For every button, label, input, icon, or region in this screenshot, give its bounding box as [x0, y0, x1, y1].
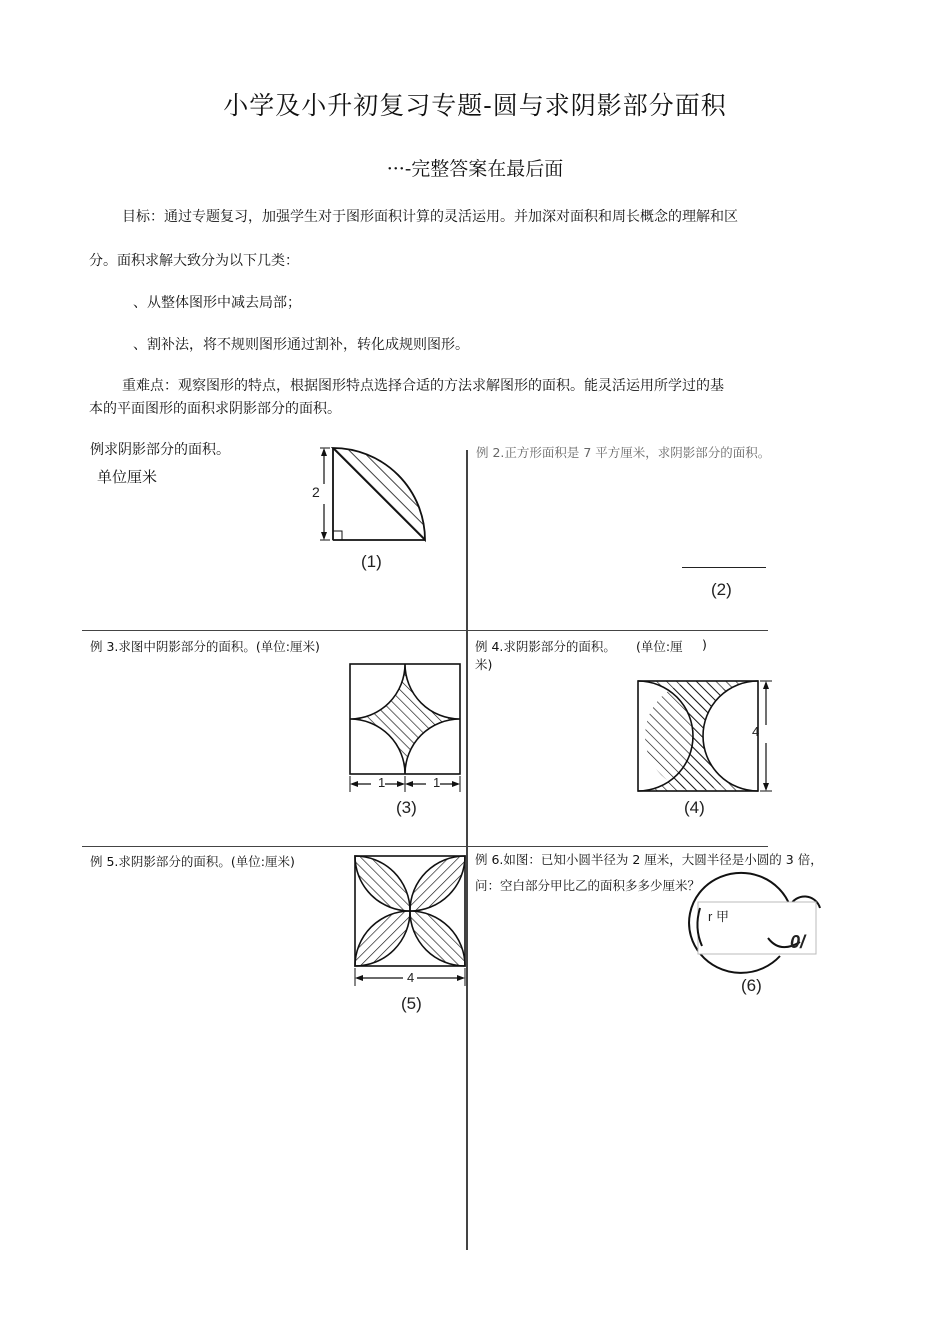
ex6-caption: (6)	[741, 976, 762, 995]
method-2: 、割补法，将不规则图形通过割补，转化成规则图形。	[133, 337, 469, 353]
ex5-text: 例 5.求阴影部分的面积。(单位:厘米)	[90, 854, 295, 869]
ex3-caption: (3)	[396, 798, 417, 817]
grid-divider-vertical	[466, 450, 468, 1250]
focus-line-2: 本的平面图形的面积求阴影部分的面积。	[89, 401, 341, 417]
ex1-dim: 2	[312, 484, 320, 500]
ex4-caption: (4)	[684, 798, 705, 817]
figure-5-petal-top-right	[410, 856, 465, 911]
goal-line-2: 分。面积求解大致分为以下几类：	[89, 253, 299, 269]
ex1-caption: (1)	[361, 552, 382, 571]
figure-2-baseline	[682, 567, 766, 568]
figure-5-petal-bottom-right	[410, 911, 465, 966]
ex6-label-r: r 甲	[708, 909, 729, 924]
ex1-unit: 单位厘米	[97, 468, 158, 486]
figure-3-shaded-region	[350, 664, 460, 774]
goal-line-1: 目标：通过专题复习，加强学生对于图形面积计算的灵活运用。并加深对面积和周长概念的理解和区	[122, 209, 738, 225]
ex4-text-c: )	[702, 637, 707, 652]
grid-divider-row1	[82, 630, 768, 631]
ex3-dim-a: 1	[378, 775, 386, 790]
ex4-dim: 4	[752, 724, 760, 739]
page-title: 小学及小升初复习专题-圆与求阴影部分面积	[223, 91, 727, 120]
ex3-dim-b: 1	[433, 775, 441, 790]
figure-1-shaded-segment	[333, 448, 425, 540]
ex3-text: 例 3.求图中阴影部分的面积。(单位:厘米)	[90, 639, 320, 654]
page-subtitle: ···-完整答案在最后面	[386, 158, 564, 180]
ex4-text-d: 米)	[475, 657, 493, 672]
ex5-caption: (5)	[401, 994, 422, 1013]
ex5-dim: 4	[407, 970, 415, 985]
focus-line-1: 重难点：观察图形的特点，根据图形特点选择合适的方法求解图形的面积。能灵活运用所学过的基	[122, 378, 724, 394]
figure-5-petal-bottom-left	[355, 911, 410, 966]
grid-divider-row2	[82, 846, 768, 847]
ex4-text-a: 例 4.求阴影部分的面积。	[475, 639, 616, 654]
ex1-text: 例求阴影部分的面积。	[90, 442, 230, 458]
method-1: 、从整体图形中减去局部；	[133, 295, 301, 311]
figure-5-petal-top-left	[355, 856, 410, 911]
figure-1	[300, 440, 440, 550]
ex4-text-b: (单位:厘	[636, 639, 683, 654]
ex2-text: 例 2.正方形面积是 7 平方厘米，求阴影部分的面积。	[476, 445, 771, 460]
figure-3	[340, 660, 470, 800]
ex6-label-o: 0/	[790, 932, 806, 952]
ex2-caption: (2)	[711, 580, 732, 599]
ex6-text-a: 例 6.如图：已知小圆半径为 2 厘米，大圆半径是小圆的 3 倍，	[475, 852, 823, 867]
ex6-text-b: 问：空白部分甲比乙的面积多多少厘米？	[475, 878, 701, 893]
